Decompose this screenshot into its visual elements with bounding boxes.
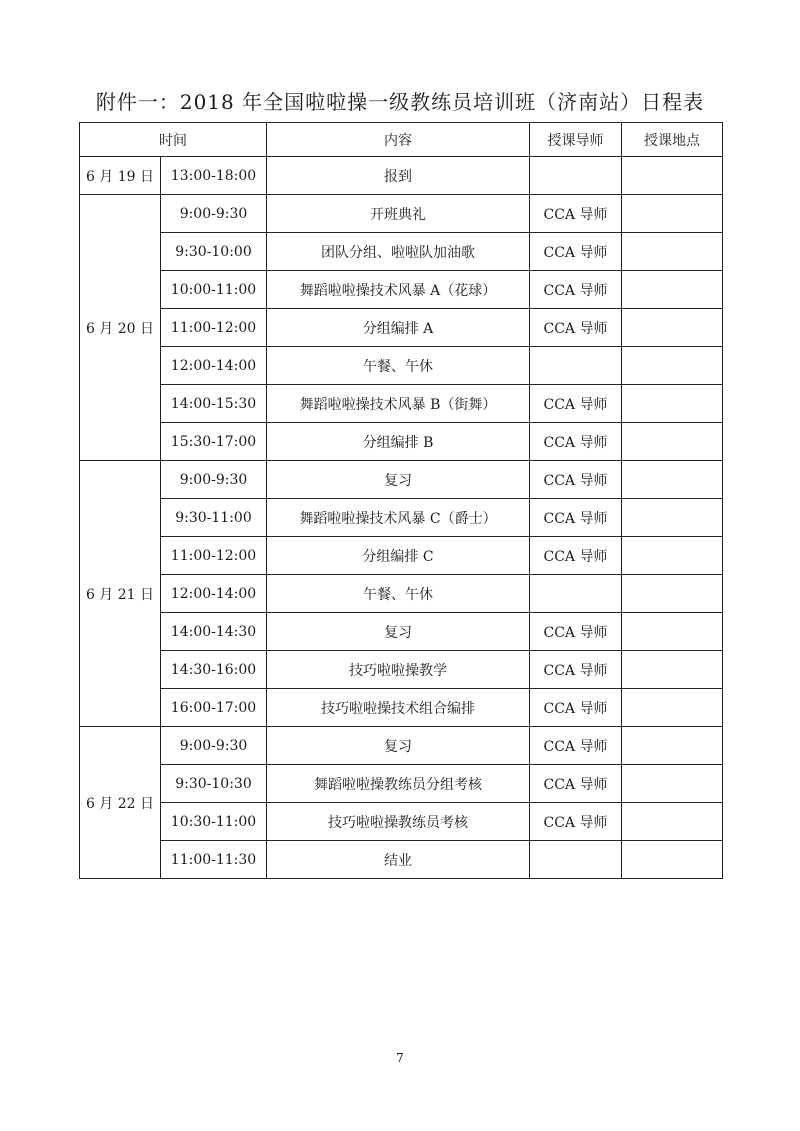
instructor-cell: CCA 导师 bbox=[530, 385, 622, 423]
instructor-cell: CCA 导师 bbox=[530, 765, 622, 803]
page-number: 7 bbox=[396, 1051, 404, 1065]
content-cell: 报到 bbox=[267, 157, 530, 195]
location-cell bbox=[622, 575, 723, 613]
content-cell: 午餐、午休 bbox=[267, 347, 530, 385]
date-cell: 6 月 19 日 bbox=[80, 157, 161, 195]
header-content: 内容 bbox=[267, 123, 530, 157]
schedule-table bbox=[79, 122, 723, 879]
time-cell: 9:30-10:00 bbox=[161, 233, 267, 271]
time-cell: 16:00-17:00 bbox=[161, 689, 267, 727]
location-cell bbox=[622, 727, 723, 765]
table-header-row bbox=[80, 123, 723, 157]
table-row bbox=[80, 461, 723, 499]
instructor-cell: CCA 导师 bbox=[530, 461, 622, 499]
time-cell: 14:00-15:30 bbox=[161, 385, 267, 423]
location-cell bbox=[622, 309, 723, 347]
table-row bbox=[80, 803, 723, 841]
instructor-cell: CCA 导师 bbox=[530, 233, 622, 271]
instructor-cell: CCA 导师 bbox=[530, 271, 622, 309]
instructor-cell: CCA 导师 bbox=[530, 423, 622, 461]
instructor-cell: CCA 导师 bbox=[530, 537, 622, 575]
content-cell: 技巧啦啦操技术组合编排 bbox=[267, 689, 530, 727]
content-cell: 午餐、午休 bbox=[267, 575, 530, 613]
time-cell: 13:00-18:00 bbox=[161, 157, 267, 195]
location-cell bbox=[622, 803, 723, 841]
location-cell bbox=[622, 461, 723, 499]
schedule-body bbox=[80, 157, 723, 879]
location-cell bbox=[622, 841, 723, 879]
location-cell bbox=[622, 195, 723, 233]
table-row bbox=[80, 423, 723, 461]
time-cell: 10:00-11:00 bbox=[161, 271, 267, 309]
content-cell: 分组编排 A bbox=[267, 309, 530, 347]
date-cell: 6 月 20 日 bbox=[80, 195, 161, 461]
content-cell: 团队分组、啦啦队加油歌 bbox=[267, 233, 530, 271]
location-cell bbox=[622, 423, 723, 461]
header-location: 授课地点 bbox=[622, 123, 723, 157]
instructor-cell bbox=[530, 347, 622, 385]
time-cell: 9:00-9:30 bbox=[161, 461, 267, 499]
table-row bbox=[80, 157, 723, 195]
header-time: 时间 bbox=[80, 123, 267, 157]
time-cell: 9:30-11:00 bbox=[161, 499, 267, 537]
content-cell: 分组编排 B bbox=[267, 423, 530, 461]
location-cell bbox=[622, 651, 723, 689]
content-cell: 开班典礼 bbox=[267, 195, 530, 233]
table-row bbox=[80, 195, 723, 233]
time-cell: 12:00-14:00 bbox=[161, 575, 267, 613]
time-cell: 14:00-14:30 bbox=[161, 613, 267, 651]
time-cell: 9:00-9:30 bbox=[161, 727, 267, 765]
table-row bbox=[80, 537, 723, 575]
table-row bbox=[80, 841, 723, 879]
content-cell: 舞蹈啦啦操技术风暴 C（爵士） bbox=[267, 499, 530, 537]
table-row bbox=[80, 575, 723, 613]
table-row bbox=[80, 765, 723, 803]
content-cell: 舞蹈啦啦操教练员分组考核 bbox=[267, 765, 530, 803]
location-cell bbox=[622, 765, 723, 803]
location-cell bbox=[622, 271, 723, 309]
location-cell bbox=[622, 157, 723, 195]
time-cell: 9:30-10:30 bbox=[161, 765, 267, 803]
table-row bbox=[80, 613, 723, 651]
time-cell: 9:00-9:30 bbox=[161, 195, 267, 233]
time-cell: 11:00-12:00 bbox=[161, 309, 267, 347]
content-cell: 舞蹈啦啦操技术风暴 B（街舞） bbox=[267, 385, 530, 423]
location-cell bbox=[622, 233, 723, 271]
table-row bbox=[80, 347, 723, 385]
instructor-cell bbox=[530, 575, 622, 613]
time-cell: 12:00-14:00 bbox=[161, 347, 267, 385]
instructor-cell: CCA 导师 bbox=[530, 309, 622, 347]
instructor-cell: CCA 导师 bbox=[530, 195, 622, 233]
date-cell: 6 月 22 日 bbox=[80, 727, 161, 879]
table-row bbox=[80, 309, 723, 347]
content-cell: 复习 bbox=[267, 613, 530, 651]
time-cell: 11:00-12:00 bbox=[161, 537, 267, 575]
instructor-cell bbox=[530, 157, 622, 195]
time-cell: 11:00-11:30 bbox=[161, 841, 267, 879]
table-row bbox=[80, 689, 723, 727]
instructor-cell: CCA 导师 bbox=[530, 499, 622, 537]
location-cell bbox=[622, 385, 723, 423]
page-title: 附件一：2018 年全国啦啦操一级教练员培训班（济南站）日程表 bbox=[95, 90, 705, 114]
table-row bbox=[80, 727, 723, 765]
content-cell: 分组编排 C bbox=[267, 537, 530, 575]
location-cell bbox=[622, 537, 723, 575]
header-instructor: 授课导师 bbox=[530, 123, 622, 157]
location-cell bbox=[622, 689, 723, 727]
content-cell: 复习 bbox=[267, 461, 530, 499]
content-cell: 技巧啦啦操教练员考核 bbox=[267, 803, 530, 841]
time-cell: 14:30-16:00 bbox=[161, 651, 267, 689]
instructor-cell: CCA 导师 bbox=[530, 689, 622, 727]
location-cell bbox=[622, 347, 723, 385]
content-cell: 舞蹈啦啦操技术风暴 A（花球） bbox=[267, 271, 530, 309]
content-cell: 技巧啦啦操教学 bbox=[267, 651, 530, 689]
table-row bbox=[80, 651, 723, 689]
table-row bbox=[80, 499, 723, 537]
content-cell: 结业 bbox=[267, 841, 530, 879]
table-row bbox=[80, 233, 723, 271]
location-cell bbox=[622, 499, 723, 537]
table-row bbox=[80, 385, 723, 423]
instructor-cell: CCA 导师 bbox=[530, 727, 622, 765]
instructor-cell: CCA 导师 bbox=[530, 651, 622, 689]
time-cell: 15:30-17:00 bbox=[161, 423, 267, 461]
instructor-cell: CCA 导师 bbox=[530, 613, 622, 651]
location-cell bbox=[622, 613, 723, 651]
date-cell: 6 月 21 日 bbox=[80, 461, 161, 727]
instructor-cell: CCA 导师 bbox=[530, 803, 622, 841]
table-row bbox=[80, 271, 723, 309]
time-cell: 10:30-11:00 bbox=[161, 803, 267, 841]
instructor-cell bbox=[530, 841, 622, 879]
content-cell: 复习 bbox=[267, 727, 530, 765]
